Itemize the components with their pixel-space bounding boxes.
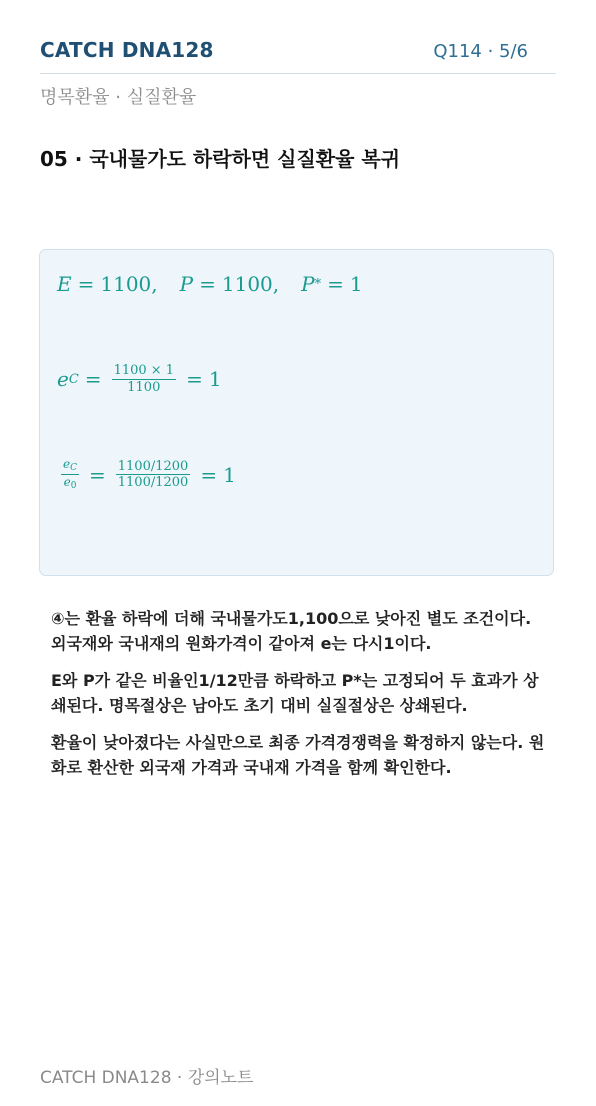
explanation-paragraph: E와 P가 같은 비율인1/12만큼 하락하고 P*는 고정되어 두 효과가 상쇄된다. 명목절상은 남아도 초기 대비 실질절상은 상쇄된다. (51, 671, 539, 715)
fraction-numerator: 1100 × 1 (113, 363, 175, 378)
formula-line-given-values (57, 272, 363, 296)
formula-line-ratio (57, 458, 236, 492)
formula-sub-C: C (68, 371, 79, 387)
header-divider (40, 73, 556, 74)
formula-equals: = (186, 367, 203, 392)
formula-star: * (314, 276, 322, 292)
section-title: 05 · 국내물가도 하락하면 실질환율 복귀 (40, 147, 401, 171)
fraction-numerator: eC (61, 458, 79, 475)
formula-var-e: e (57, 367, 69, 392)
fraction-denominator: 1100/1200 (117, 475, 189, 491)
formula-equals: = (200, 462, 218, 487)
page-footer: CATCH DNA128 · 강의노트 (40, 1068, 254, 1088)
brand-title: CATCH DNA128 (40, 38, 214, 62)
page-subtitle: 명목환율 · 실질환율 (40, 87, 197, 108)
formula-lhs-fraction (61, 458, 79, 492)
question-number: Q114 · 5/6 (433, 41, 528, 62)
formula-fraction (112, 364, 177, 394)
formula-fraction (116, 460, 191, 490)
formula-equals: = (89, 462, 106, 487)
formula-equals: = (199, 272, 216, 296)
formula-value-Pstar: 1 (349, 272, 363, 296)
formula-equals: = (84, 367, 102, 392)
formula-box (39, 249, 554, 576)
fraction-denominator: 1100 (127, 379, 161, 395)
explanation-paragraph: 환율이 낮아졌다는 사실만으로 최종 가격경쟁력을 확정하지 않는다. 원화로 환산한 외국재 가격과 국내재 가격을 함께 확인한다. (51, 733, 545, 777)
formula-result: 1 (223, 462, 236, 487)
fraction-denominator: e0 (63, 475, 77, 492)
formula-equals: = (77, 272, 95, 296)
formula-var-P: P (179, 272, 194, 296)
formula-result: 1 (208, 367, 222, 392)
formula-equals: = (327, 272, 344, 296)
formula-line-real-rate (57, 364, 222, 394)
formula-value-P: 1100, (221, 272, 280, 296)
formula-value-E: 1100, (100, 272, 158, 296)
formula-var-E: E (57, 272, 72, 296)
explanation-text (51, 606, 551, 792)
fraction-numerator: 1100/1200 (117, 458, 189, 474)
explanation-paragraph: ④는 환율 하락에 더해 국내물가도1,100으로 낮아진 별도 조건이다. 외국재와 국내재의 원화가격이 같아져 e는 다시1이다. (51, 609, 532, 653)
formula-var-Pstar: P (301, 272, 315, 296)
